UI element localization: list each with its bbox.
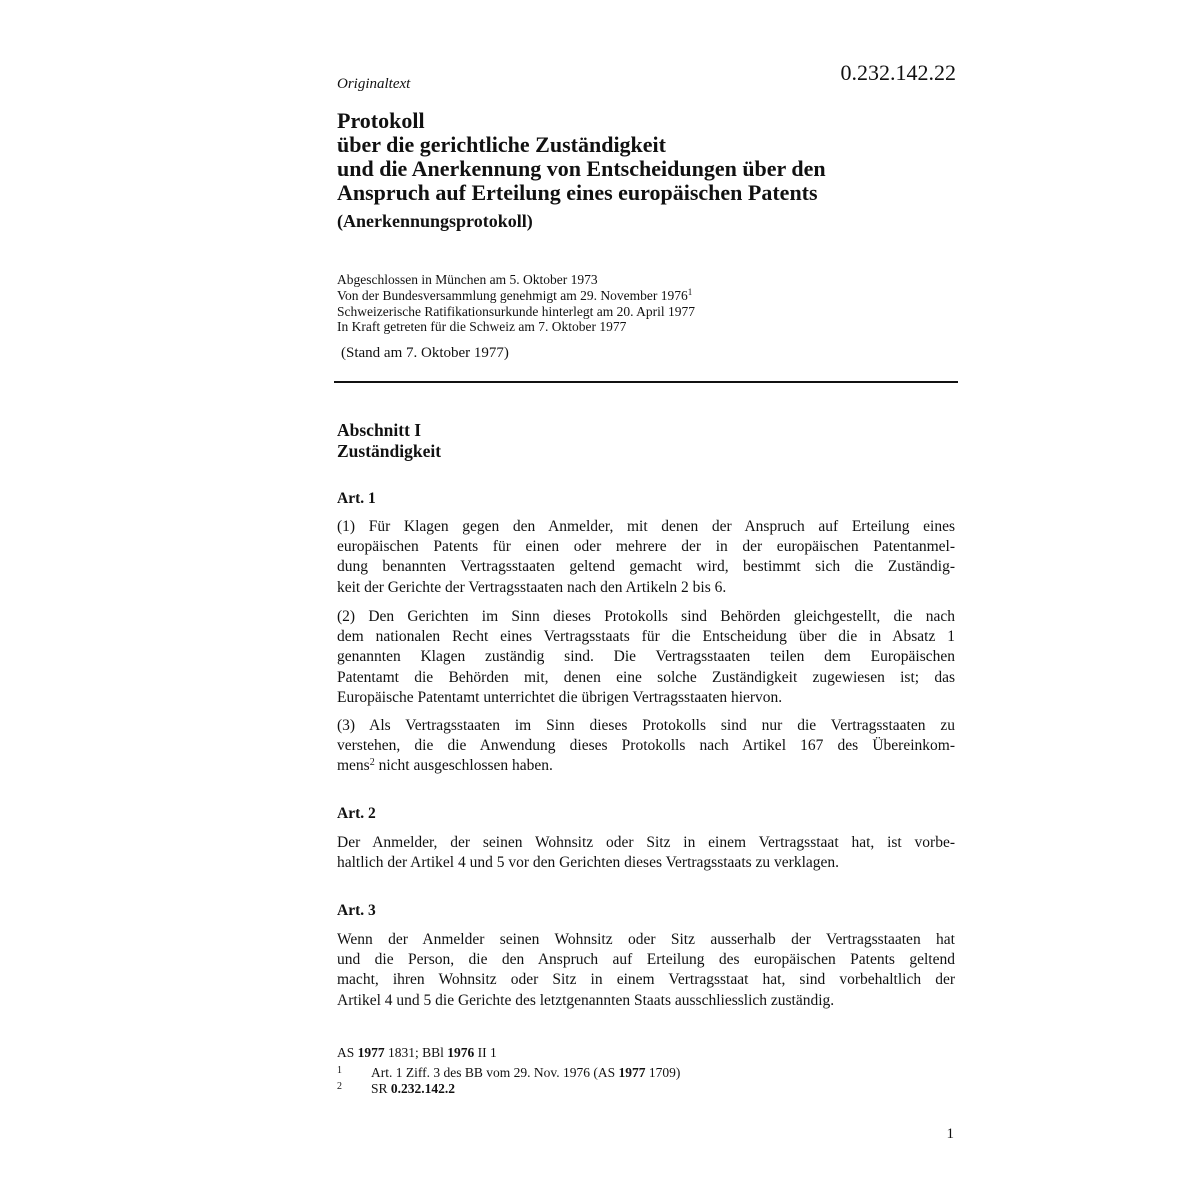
title-line: Protokoll — [337, 108, 425, 133]
text-line: Patentamt die Behörden mit, denen eine solche Zuständigkeit zugewiesen ist; das — [337, 668, 955, 686]
text-line: europäischen Patents für einen oder mehrere der in der europäischen Patentanmel- — [337, 538, 955, 556]
footnote-ref: 1 — [687, 286, 693, 297]
section-heading — [337, 420, 441, 462]
text-line: (1) Für Klagen gegen den Anmelder, mit denen der Anspruch auf Erteilung eines — [337, 518, 955, 535]
article-3-title: Art. 3 — [337, 902, 376, 919]
text-line: keit der Gerichte der Vertragsstaaten nach den Artikeln 2 bis 6. — [337, 578, 727, 596]
text-line: Europäische Patentamt unterrichtet die übrigen Vertragsstaaten hiervon. — [337, 688, 783, 706]
text-line: genannten Klagen zuständig sind. Die Vertragsstaaten teilen dem Europäischen — [337, 648, 955, 666]
meta-concluded: Abgeschlossen in München am 5. Oktober 1973 — [337, 272, 598, 287]
footnote-text: 1709) — [645, 1065, 681, 1080]
title-line: über die gerichtliche Zuständigkeit — [337, 132, 666, 157]
short-title: (Anerkennungsprotokoll) — [337, 211, 533, 231]
footnote-ref: 2 — [369, 757, 375, 769]
source-mid: 1831; BBl — [384, 1045, 448, 1060]
text-line: dung benannten Vertragsstaaten geltend gemacht wird, bestimmt sich die Zuständig- — [337, 558, 955, 576]
meta-approved-text: Von der Bundesversammlung genehmigt am 29. November 1976 — [337, 287, 688, 303]
sr-number: 0.232.142.22 — [840, 60, 956, 85]
article-1-paragraph-2 — [337, 607, 955, 708]
text-fragment: mens — [337, 757, 370, 775]
text-line: Wenn der Anmelder seinen Wohnsitz oder Sitz ausserhalb der Vertragsstaaten hat — [337, 931, 955, 948]
separator-rule — [334, 381, 958, 383]
meta-info — [337, 272, 977, 335]
text-line: (3) Als Vertragsstaaten im Sinn dieses Protokolls sind nur die Vertragsstaaten zu — [337, 717, 955, 734]
document-title — [337, 109, 977, 233]
text-line: verstehen, die die Anwendung dieses Protokolls nach Artikel 167 des Übereinkom- — [337, 737, 955, 755]
section-number: Abschnitt I — [337, 420, 422, 440]
source-suffix: II 1 — [474, 1045, 497, 1060]
meta-in-force: In Kraft getreten für die Schweiz am 7. Oktober 1977 — [337, 319, 627, 335]
text-line: Artikel 4 und 5 die Gerichte des letztgenannten Staats ausschliesslich zuständig. — [337, 991, 835, 1009]
article-3-paragraph — [337, 930, 955, 1011]
footnote-bold: 0.232.142.2 — [390, 1081, 456, 1096]
text-line: haltlich der Artikel 4 und 5 vor den Gerichten dieses Vertragsstaats zu verklagen. — [337, 854, 840, 872]
text-line — [337, 756, 955, 776]
article-1-paragraph-3 — [337, 716, 955, 777]
text-fragment: nicht ausgeschlossen haben. — [374, 757, 553, 775]
text-line: (2) Den Gerichten im Sinn dieses Protokolls sind Behörden gleichgestellt, die nach — [337, 608, 955, 625]
text-line: und die Person, die den Anspruch auf Erteilung des europäischen Patents geltend — [337, 951, 955, 969]
meta-approved — [337, 288, 977, 304]
title-line: Anspruch auf Erteilung eines europäischen Patents — [337, 180, 818, 205]
article-1-title: Art. 1 — [337, 490, 376, 507]
text-line: Der Anmelder, der seinen Wohnsitz oder Sitz in einem Vertragsstaat hat, ist vorbe- — [337, 834, 955, 851]
text-line: macht, ihren Wohnsitz oder Sitz in einem Vertragsstaat hat, sind vorbehaltlich der — [337, 971, 955, 989]
footnote-text: Art. 1 Ziff. 3 des BB vom 29. Nov. 1976 (AS — [371, 1065, 619, 1080]
footnote-1: 1 Art. 1 Ziff. 3 des BB vom 29. Nov. 1976 (AS 1977 1709) — [337, 1065, 681, 1080]
meta-ratified: Schweizerische Ratifikationsurkunde hinterlegt am 20. April 1977 — [337, 303, 696, 319]
source-bbl-year: 1976 — [447, 1045, 475, 1060]
section-title: Zuständigkeit — [337, 441, 442, 461]
source-prefix: AS — [337, 1045, 358, 1060]
article-1-paragraph-1 — [337, 517, 955, 598]
title-line: und die Anerkennung von Entscheidungen über den — [337, 156, 826, 181]
footnote-bold: 1977 — [618, 1065, 646, 1080]
source-reference — [337, 1044, 497, 1061]
article-2-title: Art. 2 — [337, 805, 376, 822]
page-number: 1 — [946, 1126, 954, 1142]
status-date: (Stand am 7. Oktober 1977) — [341, 345, 509, 361]
footnote-2: 2 SR 0.232.142.2 — [337, 1081, 456, 1096]
original-text-label: Originaltext — [337, 76, 411, 92]
article-2-paragraph — [337, 833, 955, 873]
text-line: dem nationalen Recht eines Vertragsstaats für die Entscheidung über die in Absatz 1 — [337, 628, 955, 646]
source-as-year: 1977 — [357, 1045, 385, 1060]
footnote-text: SR — [371, 1081, 391, 1096]
